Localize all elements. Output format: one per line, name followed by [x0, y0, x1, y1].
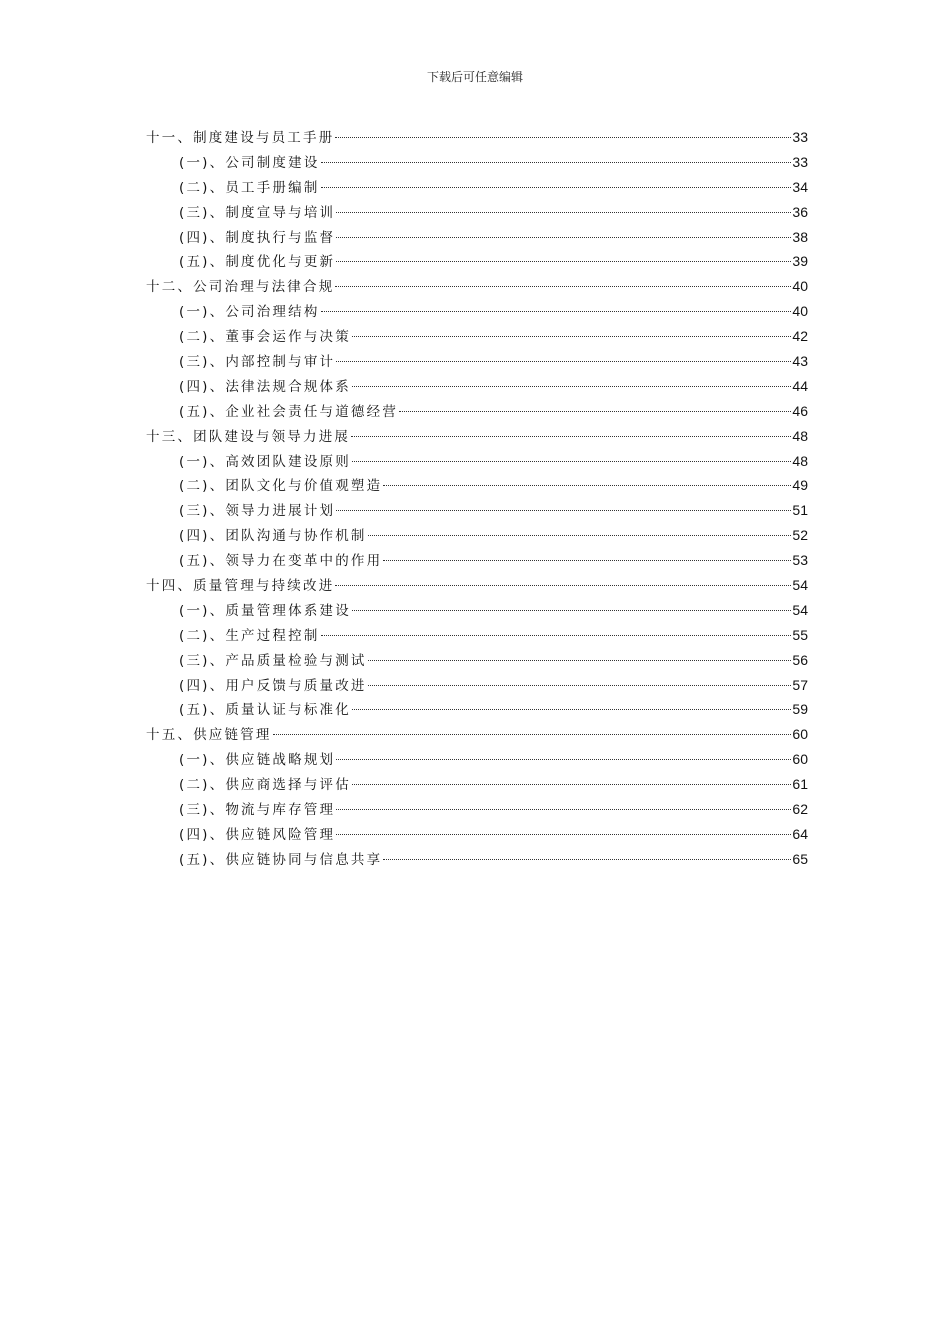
toc-page-number: 33 [792, 129, 808, 145]
toc-section-entry[interactable] [146, 399, 808, 424]
toc-dot-leader [368, 660, 792, 661]
toc-section-entry[interactable] [146, 498, 808, 523]
toc-entry-title: (三)、物流与库存管理 [179, 802, 336, 819]
toc-page-number: 46 [792, 402, 808, 419]
toc-section-entry[interactable] [146, 673, 808, 698]
toc-page-number: 64 [792, 825, 808, 842]
toc-entry-title: (一)、供应链战略规划 [179, 752, 336, 769]
toc-section-entry[interactable] [146, 225, 808, 250]
toc-dot-leader [368, 685, 792, 686]
toc-section-entry[interactable] [146, 797, 808, 822]
toc-entry-title: (一)、公司制度建设 [179, 154, 320, 171]
toc-section-entry[interactable] [146, 523, 808, 548]
toc-page-number: 34 [792, 178, 808, 195]
toc-section-entry[interactable] [146, 299, 808, 324]
toc-entry-title: (二)、员工手册编制 [179, 179, 320, 196]
toc-page-number: 56 [792, 651, 808, 668]
toc-page-number: 60 [792, 726, 808, 743]
toc-section-entry[interactable] [146, 473, 808, 498]
toc-dot-leader [335, 585, 791, 586]
toc-page-number: 59 [792, 701, 808, 718]
toc-chapter-entry[interactable] [146, 274, 808, 299]
toc-entry-title: 十三、团队建设与领导力进展 [146, 428, 351, 445]
toc-entry-title: 十一、制度建设与员工手册 [146, 130, 335, 146]
toc-dot-leader [336, 237, 791, 238]
toc-dot-leader [352, 336, 791, 337]
toc-page-number: 43 [792, 353, 808, 370]
toc-section-entry[interactable] [146, 374, 808, 399]
toc-page-number: 33 [792, 153, 808, 170]
toc-entry-title: (一)、公司治理结构 [179, 304, 320, 321]
toc-dot-leader [352, 386, 791, 387]
toc-page-number: 60 [792, 751, 808, 768]
toc-entry-title: (一)、质量管理体系建设 [179, 602, 351, 619]
toc-dot-leader [383, 485, 791, 486]
toc-page-number: 51 [792, 502, 808, 519]
toc-page-number: 53 [792, 552, 808, 569]
toc-dot-leader [321, 187, 792, 188]
toc-entry-title: (五)、制度优化与更新 [179, 254, 336, 271]
toc-dot-leader [336, 759, 791, 760]
toc-dot-leader [321, 162, 792, 163]
toc-dot-leader [352, 610, 791, 611]
toc-entry-title: (三)、领导力进展计划 [179, 503, 336, 520]
toc-entry-title: (二)、供应商选择与评估 [179, 777, 351, 794]
toc-page-number: 40 [792, 278, 808, 295]
toc-entry-title: (二)、董事会运作与决策 [179, 329, 351, 346]
toc-page-number: 48 [792, 427, 808, 444]
toc-entry-title: (四)、用户反馈与质量改进 [179, 677, 367, 694]
toc-section-entry[interactable] [146, 449, 808, 474]
toc-page-number: 55 [792, 626, 808, 643]
toc-entry-title: 十五、供应链管理 [146, 727, 272, 744]
toc-chapter-entry[interactable] [146, 722, 808, 747]
toc-section-entry[interactable] [146, 772, 808, 797]
toc-dot-leader [368, 535, 792, 536]
toc-section-entry[interactable] [146, 548, 808, 573]
toc-page-number: 42 [792, 328, 808, 345]
toc-page-number: 61 [792, 776, 808, 793]
table-of-contents [146, 125, 808, 872]
toc-dot-leader [352, 461, 791, 462]
toc-section-entry[interactable] [146, 648, 808, 673]
toc-entry-title: (四)、法律法规合规体系 [179, 378, 351, 395]
toc-section-entry[interactable] [146, 175, 808, 200]
toc-section-entry[interactable] [146, 349, 808, 374]
toc-dot-leader [351, 436, 791, 437]
toc-dot-leader [336, 510, 791, 511]
toc-entry-title: (二)、团队文化与价值观塑造 [179, 478, 383, 495]
toc-dot-leader [383, 560, 791, 561]
toc-entry-title: (三)、产品质量检验与测试 [179, 652, 367, 669]
toc-entry-title: (五)、供应链协同与信息共享 [179, 851, 383, 868]
toc-entry-title: (二)、生产过程控制 [179, 627, 320, 644]
toc-chapter-entry[interactable] [146, 424, 808, 449]
page-header: 下载后可任意编辑 [426, 70, 523, 84]
toc-section-entry[interactable] [146, 324, 808, 349]
toc-section-entry[interactable] [146, 249, 808, 274]
toc-entry-title: (四)、供应链风险管理 [179, 826, 336, 843]
toc-entry-title: 十四、质量管理与持续改进 [146, 578, 335, 595]
toc-entry-title: (五)、领导力在变革中的作用 [179, 553, 383, 570]
toc-entry-title: (五)、质量认证与标准化 [179, 702, 351, 719]
toc-page-number: 65 [792, 850, 808, 867]
toc-dot-leader [399, 411, 791, 412]
toc-page-number: 44 [792, 377, 808, 394]
toc-page-number: 49 [792, 477, 808, 494]
toc-dot-leader [336, 361, 791, 362]
toc-section-entry[interactable] [146, 847, 808, 872]
toc-page-number: 57 [792, 676, 808, 693]
toc-section-entry[interactable] [146, 697, 808, 722]
toc-dot-leader [336, 261, 791, 262]
toc-dot-leader [335, 137, 791, 138]
toc-entry-title: (一)、高效团队建设原则 [179, 453, 351, 470]
toc-page-number: 39 [792, 253, 808, 270]
toc-section-entry[interactable] [146, 150, 808, 175]
toc-section-entry[interactable] [146, 598, 808, 623]
toc-entry-title: (四)、制度执行与监督 [179, 229, 336, 246]
toc-section-entry[interactable] [146, 623, 808, 648]
toc-dot-leader [273, 734, 792, 735]
toc-dot-leader [335, 286, 791, 287]
toc-entry-title: 十二、公司治理与法律合规 [146, 279, 335, 296]
toc-entry-title: (三)、内部控制与审计 [179, 354, 336, 371]
toc-section-entry[interactable] [146, 200, 808, 225]
toc-dot-leader [336, 834, 791, 835]
toc-dot-leader [321, 635, 792, 636]
toc-page-number: 48 [792, 452, 808, 469]
toc-page-number: 54 [792, 577, 808, 594]
toc-page-number: 40 [792, 303, 808, 320]
toc-chapter-entry[interactable] [146, 125, 808, 150]
toc-dot-leader [352, 709, 791, 710]
toc-page-number: 54 [792, 601, 808, 618]
toc-entry-title: (五)、企业社会责任与道德经营 [179, 403, 399, 420]
toc-page-number: 38 [792, 228, 808, 245]
toc-entry-title: (四)、团队沟通与协作机制 [179, 528, 367, 545]
toc-section-entry[interactable] [146, 747, 808, 772]
toc-chapter-entry[interactable] [146, 573, 808, 598]
toc-dot-leader [336, 212, 791, 213]
toc-page-number: 52 [792, 527, 808, 544]
toc-page-number: 62 [792, 801, 808, 818]
toc-page-number: 36 [792, 203, 808, 220]
toc-dot-leader [321, 311, 792, 312]
toc-dot-leader [336, 809, 791, 810]
toc-entry-title: (三)、制度宣导与培训 [179, 204, 336, 221]
toc-section-entry[interactable] [146, 822, 808, 847]
toc-dot-leader [383, 859, 791, 860]
toc-dot-leader [352, 784, 791, 785]
